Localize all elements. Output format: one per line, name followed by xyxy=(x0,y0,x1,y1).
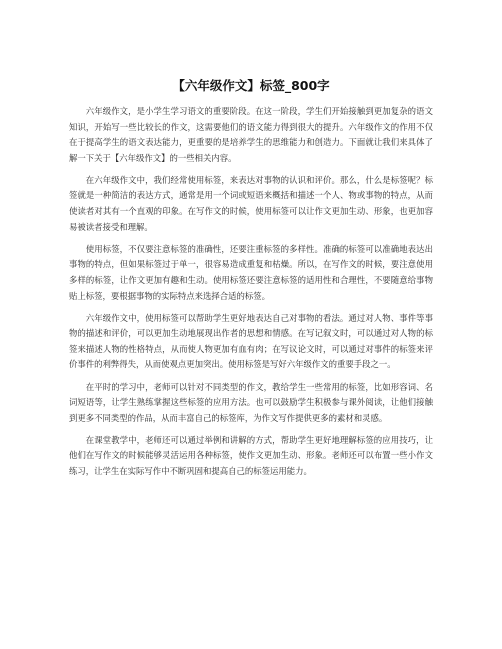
paragraph-3: 使用标签，不仅要注意标签的准确性，还要注重标签的多样性。准确的标签可以准确地表达出事物的特点，但如果标签过于单一，很容易造成重复和枯燥。所以，在写作文的时候，要注意使用多样的标签，让作文更加有趣和生动。使用标签还要注意标签的适用性和合理性，不要随意给事物贴上标签，要根据事物的实际特点来选择合适的标签。 xyxy=(69,243,433,301)
paragraph-4: 六年级作文中，使用标签可以帮助学生更好地表达自己对事物的看法。通过对人物、事件等事物的描述和评价，可以更加生动地展现出作者的思想和情感。在写记叙文时，可以通过对人物的标签来描述人物的性格特点，从而使人物更加有血有肉；在写议论文时，可以通过对事件的标签来评价事件的利弊得失，从而使观点更加突出。使用标签是写好六年级作文的重要手段之一。 xyxy=(69,312,433,370)
paragraph-6: 在课堂教学中，老师还可以通过举例和讲解的方式，帮助学生更好地理解标签的应用技巧，让他们在写作文的时候能够灵活运用各种标签，使作文更加生动、形象。老师还可以布置一些小作文练习，让学生在实际写作中不断巩固和提高自己的标签运用能力。 xyxy=(69,434,433,476)
document-title: 【六年级作文】标签_800字 xyxy=(172,78,330,93)
paragraph-1: 六年级作文，是小学生学习语文的重要阶段。在这一阶段，学生们开始接触到更加复杂的语文知识，开始写一些比较长的作文，这需要他们的语文能力得到很大的提升。六年级作文的作用不仅在于提高学生的语文表达能力，更重要的是培养学生的思维能力和创造力。下面就让我们来具体了解一下关于【六年级作文】的一些相关内容。 xyxy=(69,106,433,163)
paragraph-2: 在六年级作文中，我们经常使用标签，来表达对事物的认识和评价。那么，什么是标签呢？标签就是一种简洁的表达方式，通常是用一个词或短语来概括和描述一个人、物或事物的特点，从而使读者对其有一个直观的印象。在写作文的时候，使用标签可以让作文更加生动、形象，也更加容易被读者接受和理解。 xyxy=(69,174,433,232)
paragraph-5: 在平时的学习中，老师可以针对不同类型的作文，教给学生一些常用的标签，比如形容词、名词短语等，让学生熟练掌握这些标签的应用方法。也可以鼓励学生积极参与课外阅读，让他们接触到更多不同类型的作品，从而丰富自己的标签库，为作文写作提供更多的素材和灵感。 xyxy=(69,381,433,423)
